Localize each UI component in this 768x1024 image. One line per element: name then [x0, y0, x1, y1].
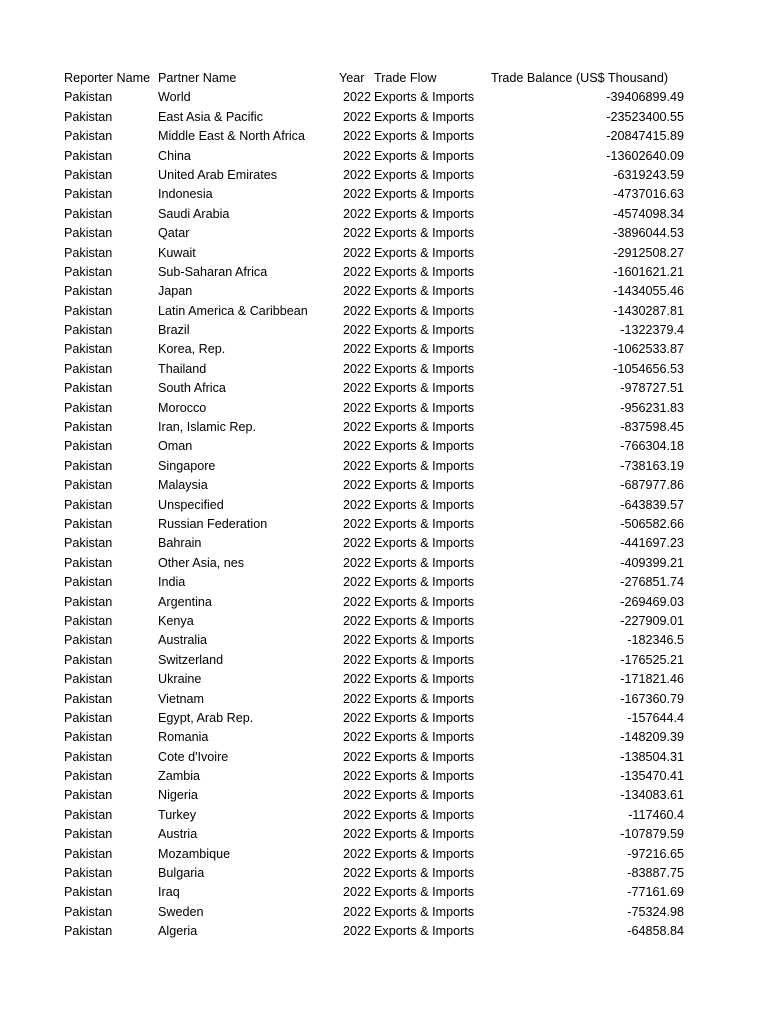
cell-trade-flow: Exports & Imports	[374, 264, 475, 279]
cell-trade-balance: -39406899.49	[606, 90, 684, 105]
cell-reporter-name: Pakistan	[64, 458, 113, 473]
cell-trade-balance: -6319243.59	[613, 167, 684, 182]
cell-trade-balance: -148209.39	[620, 730, 684, 745]
cell-trade-flow: Exports & Imports	[374, 555, 475, 570]
table-row	[0, 224, 768, 243]
cell-year: 2022	[342, 575, 371, 590]
cell-trade-balance: -20847415.89	[606, 129, 684, 144]
cell-reporter-name: Pakistan	[64, 788, 113, 803]
cell-partner-name: Malaysia	[158, 478, 208, 493]
cell-year: 2022	[342, 652, 371, 667]
cell-partner-name: Other Asia, nes	[158, 555, 245, 570]
cell-trade-flow: Exports & Imports	[374, 439, 475, 454]
cell-trade-flow: Exports & Imports	[374, 361, 475, 376]
cell-year: 2022	[342, 691, 371, 706]
cell-partner-name: Brazil	[158, 323, 190, 338]
table-row	[0, 515, 768, 534]
cell-trade-flow: Exports & Imports	[374, 769, 475, 784]
cell-year: 2022	[342, 827, 371, 842]
cell-partner-name: India	[158, 575, 186, 590]
cell-year: 2022	[342, 924, 371, 939]
cell-partner-name: Ukraine	[158, 672, 202, 687]
cell-reporter-name: Pakistan	[64, 827, 113, 842]
table-row	[0, 612, 768, 631]
cell-year: 2022	[342, 400, 371, 415]
cell-year: 2022	[342, 245, 371, 260]
cell-partner-name: Korea, Rep.	[158, 342, 226, 357]
cell-trade-flow: Exports & Imports	[374, 749, 475, 764]
cell-reporter-name: Pakistan	[64, 846, 113, 861]
cell-year: 2022	[342, 730, 371, 745]
cell-partner-name: Mozambique	[158, 846, 231, 861]
cell-trade-flow: Exports & Imports	[374, 788, 475, 803]
table-row	[0, 883, 768, 902]
table-row	[0, 903, 768, 922]
cell-trade-balance: -4574098.34	[613, 206, 684, 221]
cell-reporter-name: Pakistan	[64, 109, 113, 124]
cell-partner-name: Kuwait	[158, 245, 196, 260]
cell-year: 2022	[342, 226, 371, 241]
table-row	[0, 496, 768, 515]
table-row	[0, 825, 768, 844]
cell-year: 2022	[342, 478, 371, 493]
cell-trade-flow: Exports & Imports	[374, 710, 475, 725]
cell-year: 2022	[342, 866, 371, 881]
cell-trade-balance: -83887.75	[627, 866, 684, 881]
table-row	[0, 437, 768, 456]
cell-partner-name: China	[158, 148, 191, 163]
cell-partner-name: Saudi Arabia	[158, 206, 230, 221]
cell-trade-flow: Exports & Imports	[374, 245, 475, 260]
cell-reporter-name: Pakistan	[64, 439, 113, 454]
cell-year: 2022	[342, 458, 371, 473]
cell-year: 2022	[342, 381, 371, 396]
table-row	[0, 651, 768, 670]
cell-reporter-name: Pakistan	[64, 924, 113, 939]
cell-reporter-name: Pakistan	[64, 710, 113, 725]
table-row	[0, 806, 768, 825]
cell-year: 2022	[342, 361, 371, 376]
header-trade-balance: Trade Balance (US$ Thousand)	[491, 71, 669, 85]
cell-trade-flow: Exports & Imports	[374, 516, 475, 531]
cell-trade-balance: -506582.66	[620, 516, 684, 531]
cell-partner-name: Cote d'Ivoire	[158, 749, 229, 764]
cell-trade-balance: -956231.83	[620, 400, 684, 415]
cell-year: 2022	[342, 788, 371, 803]
cell-trade-balance: -1062533.87	[613, 342, 684, 357]
cell-partner-name: Singapore	[158, 458, 216, 473]
cell-reporter-name: Pakistan	[64, 264, 113, 279]
cell-year: 2022	[342, 342, 371, 357]
cell-reporter-name: Pakistan	[64, 420, 113, 435]
cell-reporter-name: Pakistan	[64, 536, 113, 551]
cell-reporter-name: Pakistan	[64, 478, 113, 493]
cell-partner-name: Morocco	[158, 400, 207, 415]
cell-trade-flow: Exports & Imports	[374, 478, 475, 493]
cell-reporter-name: Pakistan	[64, 148, 113, 163]
cell-partner-name: Indonesia	[158, 187, 213, 202]
cell-partner-name: Middle East & North Africa	[158, 129, 305, 144]
cell-year: 2022	[342, 284, 371, 299]
header-reporter-name: Reporter Name	[64, 71, 151, 85]
cell-year: 2022	[342, 516, 371, 531]
cell-reporter-name: Pakistan	[64, 866, 113, 881]
cell-trade-balance: -409399.21	[620, 555, 684, 570]
cell-trade-flow: Exports & Imports	[374, 206, 475, 221]
cell-partner-name: Oman	[158, 439, 193, 454]
cell-partner-name: South Africa	[158, 381, 226, 396]
cell-trade-flow: Exports & Imports	[374, 342, 475, 357]
cell-trade-balance: -1054656.53	[613, 361, 684, 376]
cell-year: 2022	[342, 206, 371, 221]
table-header-row	[0, 69, 768, 88]
table-row	[0, 282, 768, 301]
cell-trade-flow: Exports & Imports	[374, 109, 475, 124]
cell-year: 2022	[342, 148, 371, 163]
cell-reporter-name: Pakistan	[64, 613, 113, 628]
header-year: Year	[339, 71, 365, 85]
table-row	[0, 302, 768, 321]
cell-trade-flow: Exports & Imports	[374, 924, 475, 939]
cell-year: 2022	[342, 109, 371, 124]
cell-partner-name: Romania	[158, 730, 209, 745]
cell-reporter-name: Pakistan	[64, 769, 113, 784]
cell-trade-flow: Exports & Imports	[374, 497, 475, 512]
cell-year: 2022	[342, 672, 371, 687]
cell-reporter-name: Pakistan	[64, 652, 113, 667]
cell-reporter-name: Pakistan	[64, 90, 113, 105]
cell-partner-name: Japan	[158, 284, 193, 299]
cell-reporter-name: Pakistan	[64, 226, 113, 241]
cell-trade-balance: -138504.31	[620, 749, 684, 764]
cell-year: 2022	[342, 323, 371, 338]
cell-reporter-name: Pakistan	[64, 885, 113, 900]
cell-trade-balance: -97216.65	[627, 846, 684, 861]
cell-trade-balance: -643839.57	[620, 497, 684, 512]
cell-trade-flow: Exports & Imports	[374, 594, 475, 609]
cell-trade-flow: Exports & Imports	[374, 187, 475, 202]
cell-year: 2022	[342, 555, 371, 570]
table-row	[0, 767, 768, 786]
cell-trade-balance: -134083.61	[620, 788, 684, 803]
cell-year: 2022	[342, 613, 371, 628]
table-row	[0, 748, 768, 767]
table-row	[0, 108, 768, 127]
cell-reporter-name: Pakistan	[64, 342, 113, 357]
cell-trade-balance: -107879.59	[620, 827, 684, 842]
cell-reporter-name: Pakistan	[64, 575, 113, 590]
cell-partner-name: Sub-Saharan Africa	[158, 264, 268, 279]
cell-reporter-name: Pakistan	[64, 323, 113, 338]
cell-trade-balance: -1434055.46	[613, 284, 684, 299]
cell-partner-name: World	[158, 90, 191, 105]
cell-trade-balance: -77161.69	[627, 885, 684, 900]
cell-trade-flow: Exports & Imports	[374, 129, 475, 144]
cell-partner-name: Latin America & Caribbean	[158, 303, 308, 318]
cell-partner-name: Iraq	[158, 885, 180, 900]
cell-partner-name: Australia	[158, 633, 207, 648]
cell-trade-flow: Exports & Imports	[374, 381, 475, 396]
table-row	[0, 631, 768, 650]
cell-trade-flow: Exports & Imports	[374, 167, 475, 182]
table-row	[0, 340, 768, 359]
cell-reporter-name: Pakistan	[64, 633, 113, 648]
cell-reporter-name: Pakistan	[64, 361, 113, 376]
header-partner-name: Partner Name	[158, 71, 237, 85]
table-row	[0, 185, 768, 204]
cell-reporter-name: Pakistan	[64, 187, 113, 202]
cell-year: 2022	[342, 749, 371, 764]
cell-trade-flow: Exports & Imports	[374, 807, 475, 822]
cell-year: 2022	[342, 594, 371, 609]
cell-trade-balance: -157644.4	[627, 710, 684, 725]
cell-partner-name: Russian Federation	[158, 516, 268, 531]
cell-trade-balance: -441697.23	[620, 536, 684, 551]
cell-trade-flow: Exports & Imports	[374, 827, 475, 842]
cell-trade-flow: Exports & Imports	[374, 536, 475, 551]
cell-partner-name: Iran, Islamic Rep.	[158, 420, 256, 435]
cell-reporter-name: Pakistan	[64, 381, 113, 396]
cell-trade-flow: Exports & Imports	[374, 90, 475, 105]
cell-trade-balance: -2912508.27	[613, 245, 684, 260]
table-row	[0, 205, 768, 224]
cell-reporter-name: Pakistan	[64, 129, 113, 144]
table-row	[0, 786, 768, 805]
cell-trade-flow: Exports & Imports	[374, 730, 475, 745]
cell-reporter-name: Pakistan	[64, 730, 113, 745]
cell-reporter-name: Pakistan	[64, 497, 113, 512]
cell-year: 2022	[342, 536, 371, 551]
cell-partner-name: United Arab Emirates	[158, 167, 277, 182]
cell-trade-flow: Exports & Imports	[374, 148, 475, 163]
table-body	[0, 88, 768, 941]
cell-partner-name: Austria	[158, 827, 198, 842]
cell-trade-flow: Exports & Imports	[374, 613, 475, 628]
cell-trade-balance: -738163.19	[620, 458, 684, 473]
cell-year: 2022	[342, 885, 371, 900]
cell-trade-flow: Exports & Imports	[374, 652, 475, 667]
table-row	[0, 399, 768, 418]
cell-partner-name: Bahrain	[158, 536, 202, 551]
cell-trade-flow: Exports & Imports	[374, 672, 475, 687]
cell-reporter-name: Pakistan	[64, 555, 113, 570]
table-row	[0, 690, 768, 709]
cell-year: 2022	[342, 439, 371, 454]
table-row	[0, 728, 768, 747]
cell-year: 2022	[342, 633, 371, 648]
cell-trade-balance: -167360.79	[620, 691, 684, 706]
cell-year: 2022	[342, 187, 371, 202]
cell-trade-flow: Exports & Imports	[374, 323, 475, 338]
table-row	[0, 554, 768, 573]
cell-trade-balance: -687977.86	[620, 478, 684, 493]
cell-reporter-name: Pakistan	[64, 206, 113, 221]
cell-trade-flow: Exports & Imports	[374, 400, 475, 415]
cell-trade-flow: Exports & Imports	[374, 866, 475, 881]
cell-trade-flow: Exports & Imports	[374, 885, 475, 900]
cell-trade-balance: -182346.5	[627, 633, 684, 648]
cell-trade-flow: Exports & Imports	[374, 575, 475, 590]
cell-reporter-name: Pakistan	[64, 167, 113, 182]
cell-trade-balance: -276851.74	[620, 575, 684, 590]
table-row	[0, 709, 768, 728]
cell-partner-name: Unspecified	[158, 497, 224, 512]
table-row	[0, 379, 768, 398]
trade-balance-table	[0, 69, 768, 942]
cell-trade-flow: Exports & Imports	[374, 904, 475, 919]
cell-trade-balance: -23523400.55	[606, 109, 684, 124]
cell-reporter-name: Pakistan	[64, 245, 113, 260]
table-row	[0, 147, 768, 166]
cell-partner-name: East Asia & Pacific	[158, 109, 263, 124]
cell-year: 2022	[342, 264, 371, 279]
cell-partner-name: Switzerland	[158, 652, 224, 667]
cell-trade-balance: -1322379.4	[620, 323, 684, 338]
cell-trade-balance: -135470.41	[620, 769, 684, 784]
table-row	[0, 922, 768, 941]
cell-trade-flow: Exports & Imports	[374, 633, 475, 648]
table-row	[0, 457, 768, 476]
cell-trade-balance: -176525.21	[620, 652, 684, 667]
cell-year: 2022	[342, 710, 371, 725]
cell-partner-name: Nigeria	[158, 788, 198, 803]
cell-partner-name: Zambia	[158, 769, 200, 784]
cell-trade-flow: Exports & Imports	[374, 284, 475, 299]
cell-year: 2022	[342, 846, 371, 861]
table-row	[0, 864, 768, 883]
cell-partner-name: Vietnam	[158, 691, 204, 706]
cell-trade-balance: -1601621.21	[613, 264, 684, 279]
header-trade-flow: Trade Flow	[374, 71, 437, 85]
cell-trade-flow: Exports & Imports	[374, 458, 475, 473]
cell-trade-balance: -227909.01	[620, 613, 684, 628]
cell-partner-name: Bulgaria	[158, 866, 205, 881]
cell-partner-name: Egypt, Arab Rep.	[158, 710, 254, 725]
cell-reporter-name: Pakistan	[64, 904, 113, 919]
cell-reporter-name: Pakistan	[64, 594, 113, 609]
table-row	[0, 321, 768, 340]
table-row	[0, 360, 768, 379]
cell-trade-balance: -766304.18	[620, 439, 684, 454]
cell-trade-flow: Exports & Imports	[374, 420, 475, 435]
cell-year: 2022	[342, 497, 371, 512]
cell-trade-balance: -117460.4	[628, 807, 684, 822]
cell-trade-flow: Exports & Imports	[374, 303, 475, 318]
cell-trade-balance: -1430287.81	[613, 303, 684, 318]
cell-trade-balance: -269469.03	[620, 594, 684, 609]
cell-trade-balance: -171821.46	[620, 672, 684, 687]
cell-trade-flow: Exports & Imports	[374, 691, 475, 706]
cell-reporter-name: Pakistan	[64, 749, 113, 764]
cell-partner-name: Kenya	[158, 613, 194, 628]
cell-partner-name: Argentina	[158, 594, 212, 609]
cell-reporter-name: Pakistan	[64, 672, 113, 687]
cell-partner-name: Algeria	[158, 924, 198, 939]
table-row	[0, 263, 768, 282]
cell-year: 2022	[342, 807, 371, 822]
cell-year: 2022	[342, 769, 371, 784]
cell-reporter-name: Pakistan	[64, 516, 113, 531]
cell-year: 2022	[342, 904, 371, 919]
cell-trade-balance: -64858.84	[627, 924, 684, 939]
cell-trade-flow: Exports & Imports	[374, 226, 475, 241]
table-row	[0, 476, 768, 495]
cell-trade-balance: -75324.98	[627, 904, 684, 919]
table-row	[0, 166, 768, 185]
table-row	[0, 593, 768, 612]
table-row	[0, 244, 768, 263]
cell-partner-name: Qatar	[158, 226, 190, 241]
cell-partner-name: Thailand	[158, 361, 207, 376]
cell-year: 2022	[342, 90, 371, 105]
cell-trade-balance: -3896044.53	[613, 226, 684, 241]
table-row	[0, 534, 768, 553]
cell-trade-flow: Exports & Imports	[374, 846, 475, 861]
cell-year: 2022	[342, 303, 371, 318]
cell-reporter-name: Pakistan	[64, 691, 113, 706]
cell-reporter-name: Pakistan	[64, 400, 113, 415]
cell-trade-balance: -837598.45	[620, 420, 684, 435]
cell-partner-name: Sweden	[158, 904, 204, 919]
cell-year: 2022	[342, 420, 371, 435]
table-row	[0, 88, 768, 107]
cell-year: 2022	[342, 129, 371, 144]
cell-year: 2022	[342, 167, 371, 182]
table-row	[0, 573, 768, 592]
table-row	[0, 418, 768, 437]
cell-reporter-name: Pakistan	[64, 303, 113, 318]
cell-trade-balance: -4737016.63	[613, 187, 684, 202]
cell-trade-balance: -978727.51	[620, 381, 684, 396]
table-row	[0, 845, 768, 864]
cell-reporter-name: Pakistan	[64, 807, 113, 822]
cell-partner-name: Turkey	[158, 807, 197, 822]
table-row	[0, 127, 768, 146]
cell-trade-balance: -13602640.09	[606, 148, 684, 163]
table-row	[0, 670, 768, 689]
cell-reporter-name: Pakistan	[64, 284, 113, 299]
